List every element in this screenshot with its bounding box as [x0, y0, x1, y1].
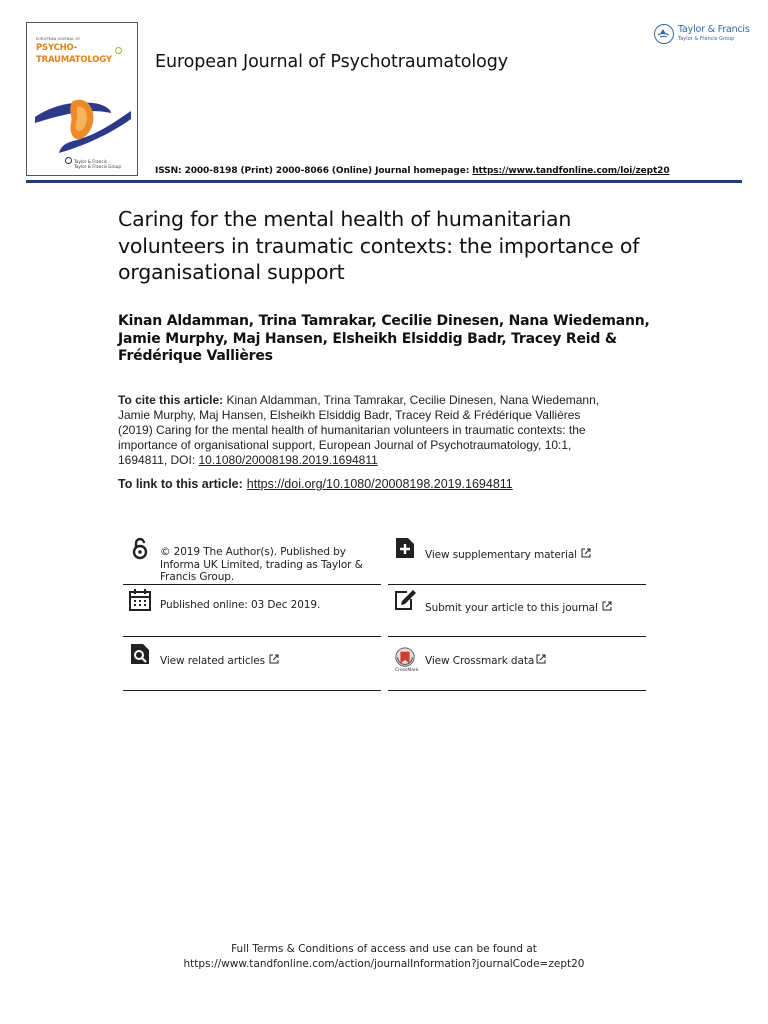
- cover-open-access-icon: [115, 47, 122, 54]
- supplementary-link[interactable]: View supplementary material: [425, 548, 591, 562]
- cover-title-line2: TRAUMATOLOGY: [36, 55, 112, 65]
- related-cell[interactable]: [123, 639, 381, 691]
- cover-publisher: Taylor & Francis Taylor & Francis Group: [65, 157, 121, 169]
- journal-homepage-link[interactable]: https://www.tandfonline.com/loi/zept20: [472, 166, 670, 176]
- cover-artwork: [33, 83, 133, 155]
- cover-publisher-icon: [65, 157, 72, 164]
- issn-line: [155, 166, 670, 176]
- logo-name: Taylor & Francis: [678, 24, 750, 35]
- link-label: To link to this article:: [118, 477, 243, 491]
- citation-text: Kinan Aldamman, Trina Tamrakar, Cecilie Dinesen, Nana Wiedemann, Jamie Murphy, Maj Hansen, Elsheikh Elsiddig Badr, Tracey Reid & Frédérique Vallières (2019) Caring for the mental health of humanitarian volunteers in traumatic contexts: the importance of organisational support, European Journal of Psychotraumatology, 10:1, 1694811, DOI:: [118, 393, 600, 467]
- license-text: © 2019 The Author(s). Published by Informa UK Limited, trading as Taylor & Francis Group.: [160, 546, 363, 583]
- edit-icon: [393, 588, 417, 612]
- issn-text: ISSN: 2000-8198 (Print) 2000-8066 (Online) Journal homepage:: [155, 166, 473, 176]
- taylor-francis-logo-icon: [654, 24, 674, 44]
- published-cell: [123, 585, 381, 637]
- submit-article-link[interactable]: Submit your article to this journal: [425, 601, 612, 615]
- article-doi-link[interactable]: https://doi.org/10.1080/20008198.2019.1694811: [246, 477, 513, 491]
- logo-group: Taylor & Francis Group: [678, 36, 735, 42]
- header-divider: [26, 180, 742, 183]
- external-link-icon: [536, 654, 546, 664]
- supplementary-file-icon: [393, 536, 417, 560]
- published-date: Published online: 03 Dec 2019.: [160, 599, 321, 611]
- article-title: Caring for the mental health of humanitarian volunteers in traumatic contexts: the importance of organisational support: [118, 207, 640, 284]
- external-link-icon: [602, 601, 612, 611]
- related-articles-link[interactable]: View related articles: [160, 654, 279, 668]
- crossmark-icon: [394, 647, 416, 669]
- citation-block: [118, 393, 618, 468]
- footer-terms: [0, 942, 768, 972]
- crossmark-link[interactable]: View Crossmark data: [425, 654, 546, 668]
- cover-title-line1: PSYCHO-: [36, 43, 78, 53]
- supplementary-cell[interactable]: [388, 533, 646, 585]
- crossmark-caption: CrossMark: [395, 668, 419, 673]
- calendar-icon: [128, 588, 152, 612]
- related-articles-search-icon: [128, 642, 152, 666]
- open-access-icon: [128, 536, 152, 560]
- citation-doi-link[interactable]: 10.1080/20008198.2019.1694811: [198, 453, 378, 467]
- submit-cell[interactable]: [388, 585, 646, 637]
- cover-kicker: EUROPEAN JOURNAL OF: [36, 37, 81, 41]
- crossmark-cell[interactable]: [388, 639, 646, 691]
- license-cell: [123, 533, 381, 585]
- article-authors: Kinan Aldamman, Trina Tamrakar, Cecilie Dinesen, Nana Wiedemann, Jamie Murphy, Maj Hansen, Elsheikh Elsiddig Badr, Tracey Reid & Frédérique Vallières: [118, 313, 650, 364]
- journal-title: European Journal of Psychotraumatology: [155, 52, 509, 72]
- external-link-icon: [269, 654, 279, 664]
- article-link-line: [118, 477, 513, 491]
- external-link-icon: [581, 548, 591, 558]
- journal-cover: [26, 22, 138, 176]
- citation-label: To cite this article:: [118, 393, 224, 407]
- footer-terms-link[interactable]: https://www.tandfonline.com/action/journalInformation?journalCode=zept20: [183, 958, 585, 970]
- footer-line1: Full Terms & Conditions of access and use can be found at: [231, 943, 537, 955]
